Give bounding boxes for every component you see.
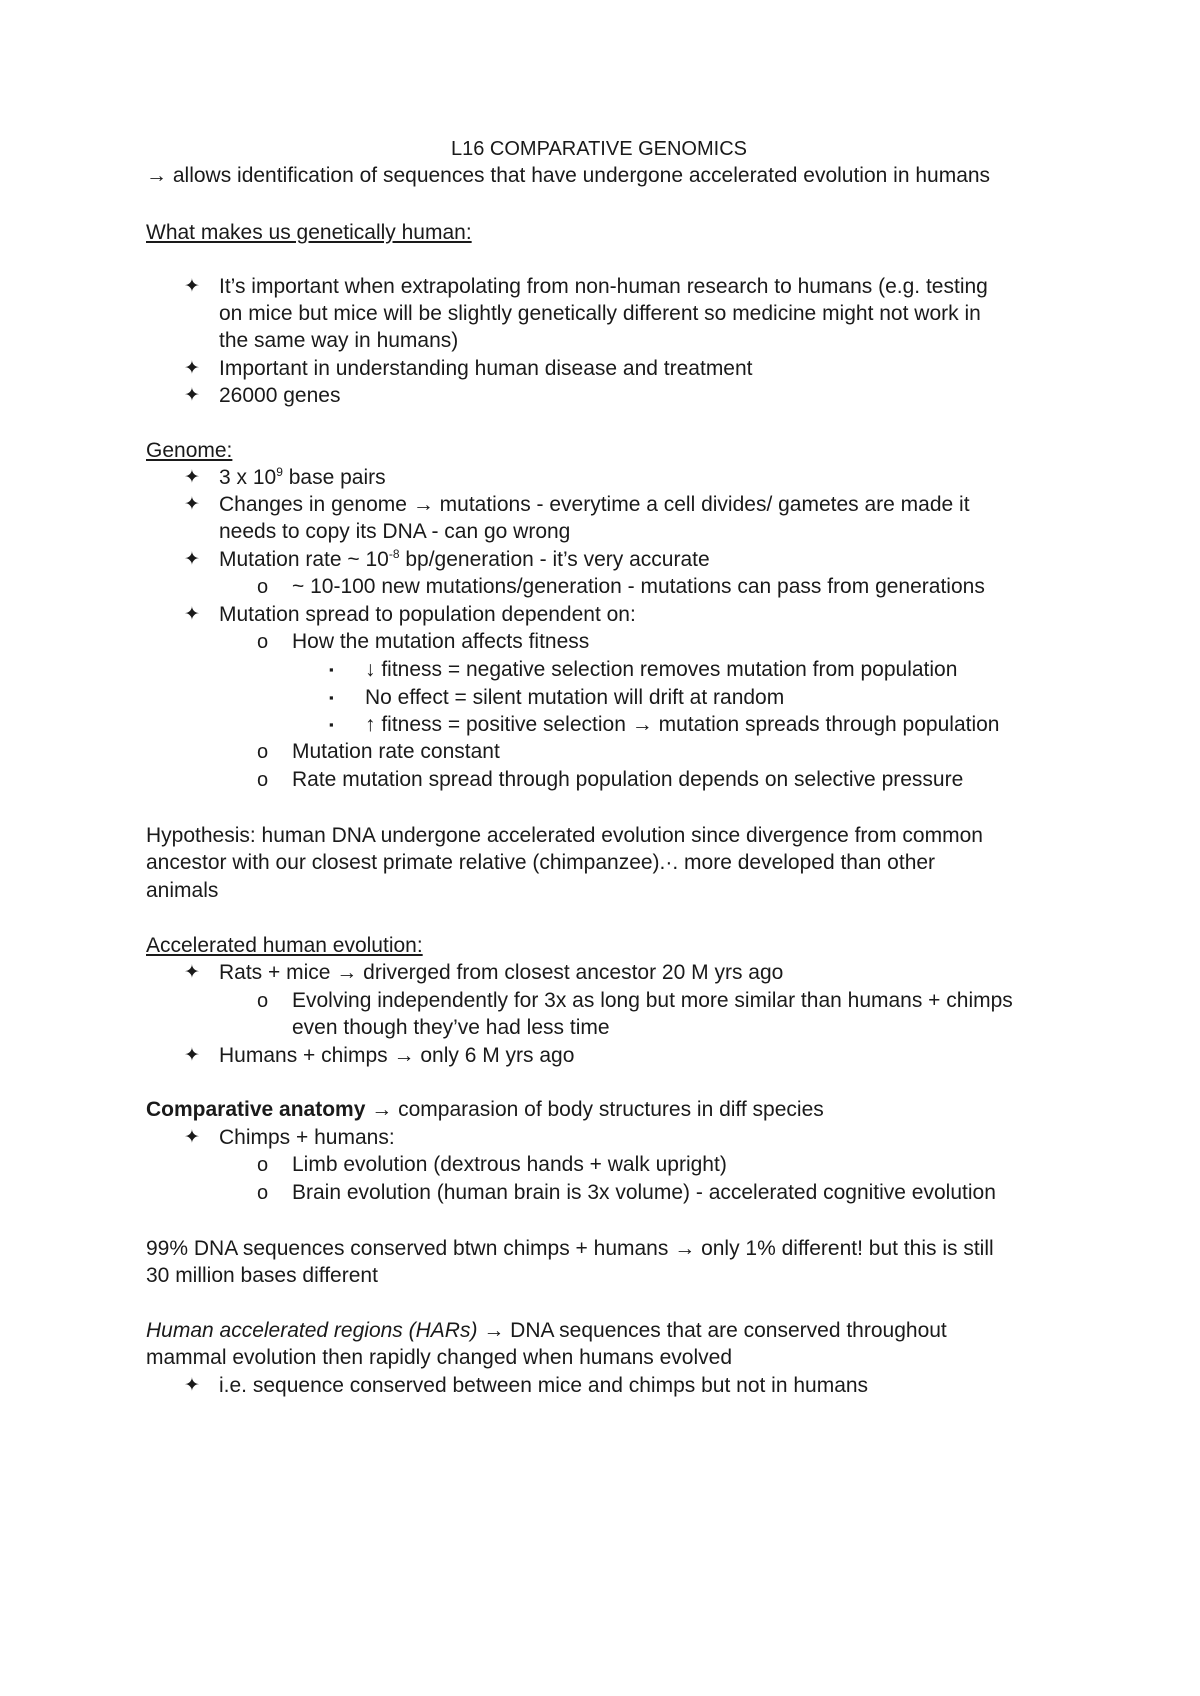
- text-line: 26000 genes: [219, 384, 341, 407]
- arrow-icon: →: [393, 1044, 415, 1067]
- text-line: 3 x $10^9$ base pairs: [219, 465, 386, 489]
- text-line: No effect = silent mutation will drift at random: [365, 686, 785, 709]
- text-line: Rats + mice → driverged from closest ancestor 20 M yrs ago: [219, 961, 784, 984]
- text-line: needs to copy its DNA - can go wrong: [219, 520, 571, 543]
- text-line: Limb evolution (dextrous hands + walk upright): [292, 1153, 727, 1176]
- har-term: Human accelerated regions (HARs): [146, 1319, 478, 1342]
- anatomy-heading: Comparative anatomy: [146, 1098, 366, 1121]
- page-title: L16 COMPARATIVE GENOMICS: [451, 138, 747, 160]
- star-bullet-icon: ✦: [184, 1375, 200, 1396]
- arrow-icon: →: [674, 1237, 696, 1260]
- hypothesis-line: animals: [146, 879, 219, 902]
- text-line: Mutation rate ~ $10^{-8}$ bp/generation - it’s very accurate: [219, 547, 710, 571]
- text-line: ~ 10-100 new mutations/generation - mutations can pass from generations: [292, 575, 985, 598]
- square-bullet-icon: ▪: [329, 690, 334, 705]
- text-line: It’s important when extrapolating from non-human research to humans (e.g. testing: [219, 275, 988, 298]
- intro-line: → allows identification of sequences that have undergone accelerated evolution in humans: [146, 164, 991, 187]
- text-line: Mutation spread to population dependent on:: [219, 603, 636, 626]
- arrow-icon: →: [146, 164, 167, 187]
- text-line: Changes in genome → mutations - everytime a cell divides/ gametes are made it: [219, 493, 970, 516]
- text-line: the same way in humans): [219, 329, 459, 352]
- star-bullet-icon: ✦: [184, 1127, 200, 1148]
- text-line: Rate mutation spread through population depends on selective pressure: [292, 768, 964, 791]
- hypothesis-line: Hypothesis: human DNA undergone accelerated evolution since divergence from common: [146, 824, 983, 847]
- square-bullet-icon: ▪: [329, 662, 334, 677]
- text-line: Chimps + humans:: [219, 1126, 395, 1149]
- circle-bullet-icon: o: [257, 576, 269, 598]
- text-line: even though they’ve had less time: [292, 1016, 610, 1039]
- arrow-icon: →: [412, 493, 434, 516]
- star-bullet-icon: ✦: [184, 1045, 200, 1066]
- text-line: How the mutation affects fitness: [292, 630, 590, 653]
- square-bullet-icon: ▪: [329, 717, 334, 732]
- hypothesis-line: ancestor with our closest primate relative (chimpanzee).·. more developed than other: [146, 851, 936, 874]
- star-bullet-icon: ✦: [184, 385, 200, 406]
- har-line: mammal evolution then rapidly changed when humans evolved: [146, 1346, 733, 1369]
- arrow-icon: →: [371, 1098, 393, 1121]
- circle-bullet-icon: o: [257, 1182, 269, 1204]
- star-bullet-icon: ✦: [184, 549, 200, 570]
- star-bullet-icon: ✦: [184, 604, 200, 625]
- text-line: on mice but mice will be slightly genetically different so medicine might not work in: [219, 302, 981, 325]
- text-line: Important in understanding human disease and treatment: [219, 357, 753, 380]
- circle-bullet-icon: o: [257, 631, 269, 653]
- circle-bullet-icon: o: [257, 741, 269, 763]
- text-line: Evolving independently for 3x as long but more similar than humans + chimps: [292, 989, 1013, 1012]
- star-bullet-icon: ✦: [184, 494, 200, 515]
- arrow-icon: →: [631, 713, 653, 736]
- text-line: Humans + chimps → only 6 M yrs ago: [219, 1044, 575, 1067]
- circle-bullet-icon: o: [257, 990, 269, 1012]
- arrow-icon: →: [336, 961, 358, 984]
- text-line: Mutation rate constant: [292, 740, 500, 763]
- circle-bullet-icon: o: [257, 769, 269, 791]
- text-line: i.e. sequence conserved between mice and chimps but not in humans: [219, 1374, 869, 1397]
- dna-line: 30 million bases different: [146, 1264, 378, 1287]
- section-heading-accelerated: Accelerated human evolution:: [146, 934, 423, 957]
- section-heading-human: What makes us genetically human:: [146, 221, 472, 244]
- anatomy-line: Comparative anatomy → comparasion of body structures in diff species: [146, 1098, 824, 1121]
- text-line: ↓ fitness = negative selection removes mutation from population: [365, 658, 958, 681]
- star-bullet-icon: ✦: [184, 276, 200, 297]
- text-line: ↑ fitness = positive selection → mutation spreads through population: [365, 713, 1000, 736]
- circle-bullet-icon: o: [257, 1154, 269, 1176]
- star-bullet-icon: ✦: [184, 467, 200, 488]
- star-bullet-icon: ✦: [184, 358, 200, 379]
- star-bullet-icon: ✦: [184, 962, 200, 983]
- arrow-icon: →: [483, 1319, 505, 1342]
- text-line: Brain evolution (human brain is 3x volume) - accelerated cognitive evolution: [292, 1181, 996, 1204]
- section-heading-genome: Genome:: [146, 439, 233, 462]
- dna-line: 99% DNA sequences conserved btwn chimps + humans → only 1% different! but this is still: [146, 1237, 994, 1260]
- har-line: Human accelerated regions (HARs) → DNA sequences that are conserved throughout: [146, 1319, 947, 1342]
